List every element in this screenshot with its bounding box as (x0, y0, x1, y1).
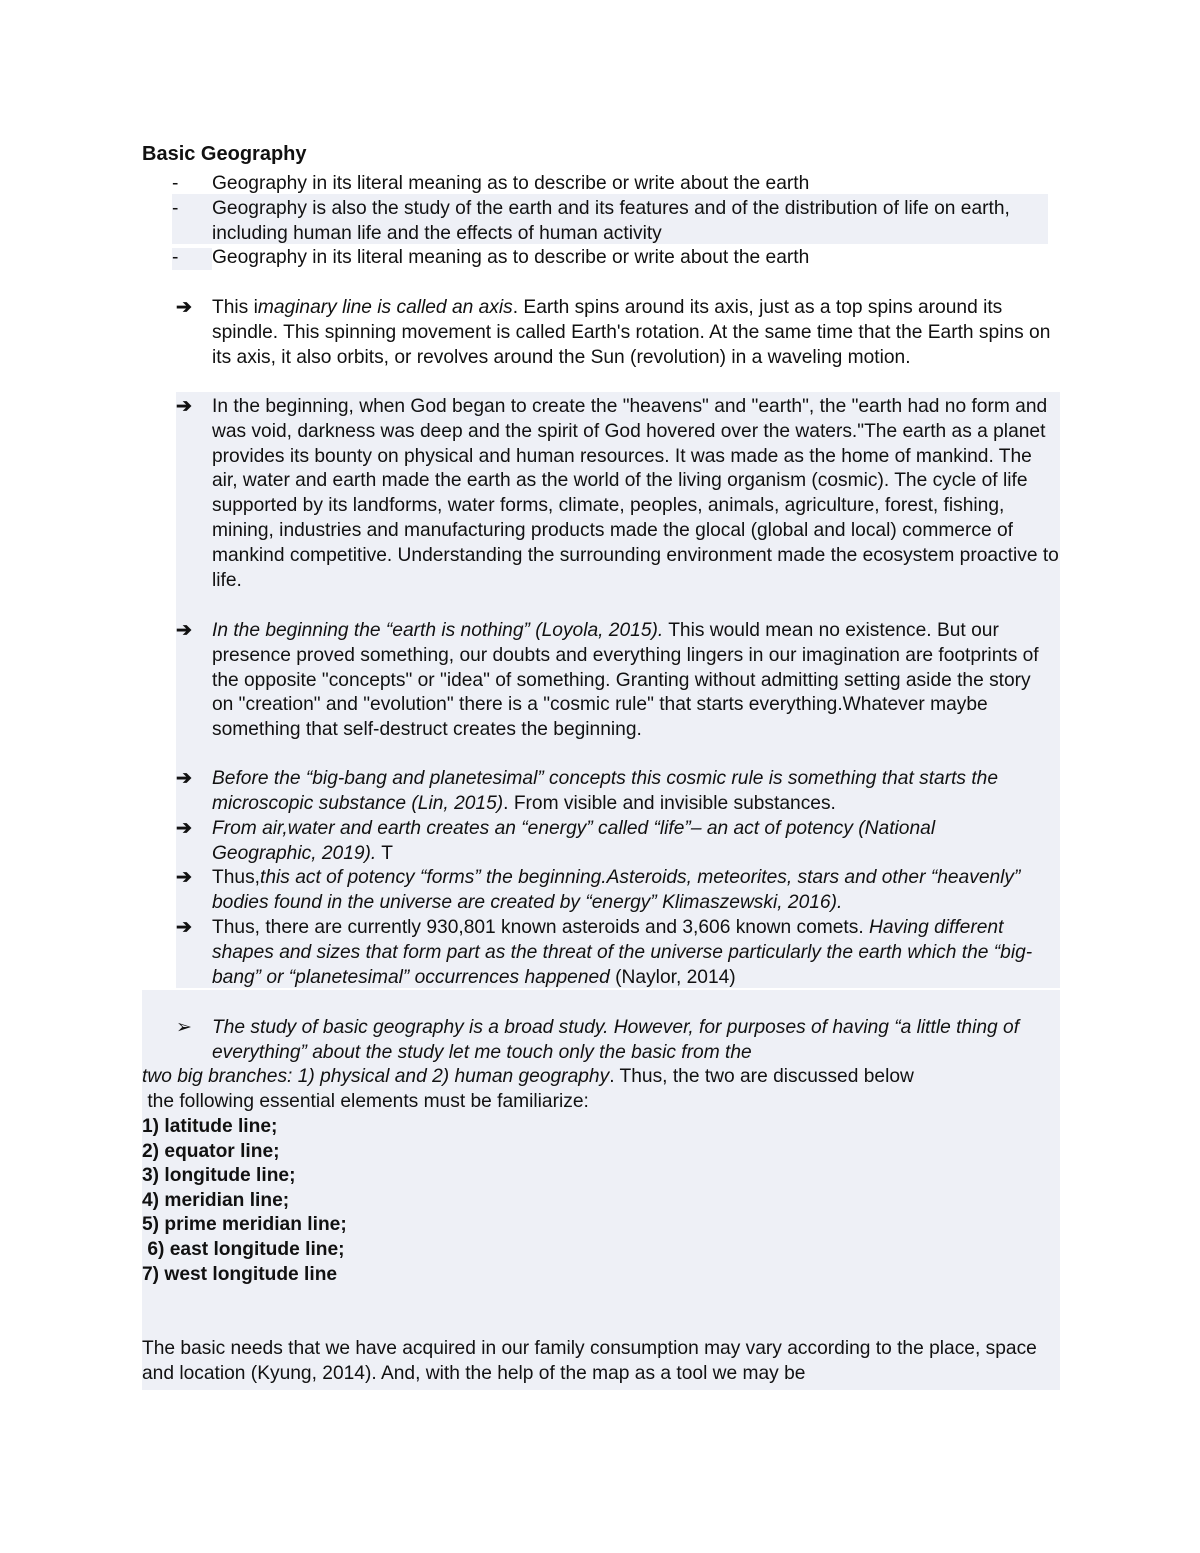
continuation-line-2: the following essential elements must be familiarize: (142, 1091, 589, 1112)
arrow-item-6: Thus,this act of potency “forms” the beginning.Asteroids, meteorites, stars and other “heavenly” bodies found in the universe are created by “energy” Klimaszewski, 2016). (212, 867, 1021, 913)
dash-bullet: - (172, 173, 179, 194)
arrow-bullet-icon: ➔ (176, 620, 192, 641)
sub-arrow-item: The study of basic geography is a broad study. However, for purposes of having “a little thing of everything” about the study let me touch only the basic from the (212, 1017, 1020, 1063)
arrow-bullet-icon: ➔ (176, 768, 192, 789)
dash-item-2: Geography is also the study of the earth and its features and of the distribution of life on earth, including human life and the effects of human activity (212, 198, 1010, 244)
sub-arrow-bullet-icon: ➢ (176, 1017, 192, 1038)
document-title: Basic Geography (142, 143, 307, 165)
arrow-item-3: In the beginning the “earth is nothing” (Loyola, 2015). This would mean no existence. But our presence proved something, our doubts and everything lingers in our imagination are footprints of the opposite "concepts" or "idea" of something. Granting without admitting setting aside the story on "creation" and "evolution" there is a "cosmic rule" that starts everything.Whatever maybe something that self-destruct creates the beginning. (212, 620, 1039, 741)
arrow-item-7: Thus, there are currently 930,801 known asteroids and 3,606 known comets. Having different shapes and sizes that form part as the threat of the universe particularly the earth which the “big-bang” or “planetesimal” occurrences happened (Naylor, 2014) (212, 917, 1033, 988)
arrow-bullet-icon: ➔ (176, 297, 192, 318)
arrow-item-5: From air,water and earth creates an “energy” called “life”– an act of potency (National Geographic, 2019). T (212, 818, 936, 864)
arrow-item-1: This imaginary line is called an axis. Earth spins around its axis, just as a top spins around its spindle. This spinning movement is called Earth's rotation. At the same time that the Earth spins on its axis, it also orbits, or revolves around the Sun (revolution) in a waveling motion. (212, 297, 1051, 368)
closing-paragraph: The basic needs that we have acquired in our family consumption may vary according to the place, space and location (Kyung, 2014). And, with the help of the map as a tool we may be (142, 1338, 1037, 1384)
dash-item-3: Geography in its literal meaning as to describe or write about the earth (212, 247, 810, 268)
dash-bullet: - (172, 198, 179, 219)
element-item-4: 4) meridian line; (142, 1190, 290, 1211)
arrow-bullet-icon: ➔ (176, 867, 192, 888)
arrow-item-4: Before the “big-bang and planetesimal” concepts this cosmic rule is something that starts the microscopic substance (Lin, 2015). From visible and invisible substances. (212, 768, 999, 814)
element-item-2: 2) equator line; (142, 1141, 280, 1162)
element-item-1: 1) latitude line; (142, 1116, 278, 1137)
element-item-3: 3) longitude line; (142, 1165, 296, 1186)
arrow-bullet-icon: ➔ (176, 396, 192, 417)
dash-bullet: - (172, 247, 179, 268)
arrow-bullet-icon: ➔ (176, 818, 192, 839)
arrow-item-2: In the beginning, when God began to create the "heavens" and "earth", the "earth had no form and was void, darkness was deep and the spirit of God hovered over the waters."The earth as a planet provides its bounty on physical and human resources. It was made as the home of mankind. The air, water and earth made the earth as the world of the living organism (cosmic). The cycle of life supported by its landforms, water forms, climate, peoples, animals, agriculture, forest, fishing, mining, industries and manufacturing products made the glocal (global and local) commerce of mankind competitive. Understanding the surrounding environment made the ecosystem proactive to life. (212, 396, 1059, 591)
dash-item-1: Geography in its literal meaning as to describe or write about the earth (212, 173, 810, 194)
element-item-5: 5) prime meridian line; (142, 1214, 347, 1235)
element-item-6: 6) east longitude line; (142, 1239, 345, 1260)
arrow-bullet-icon: ➔ (176, 917, 192, 938)
continuation-line-1: two big branches: 1) physical and 2) human geography. Thus, the two are discussed below (142, 1066, 914, 1087)
element-item-7: 7) west longitude line (142, 1264, 338, 1285)
